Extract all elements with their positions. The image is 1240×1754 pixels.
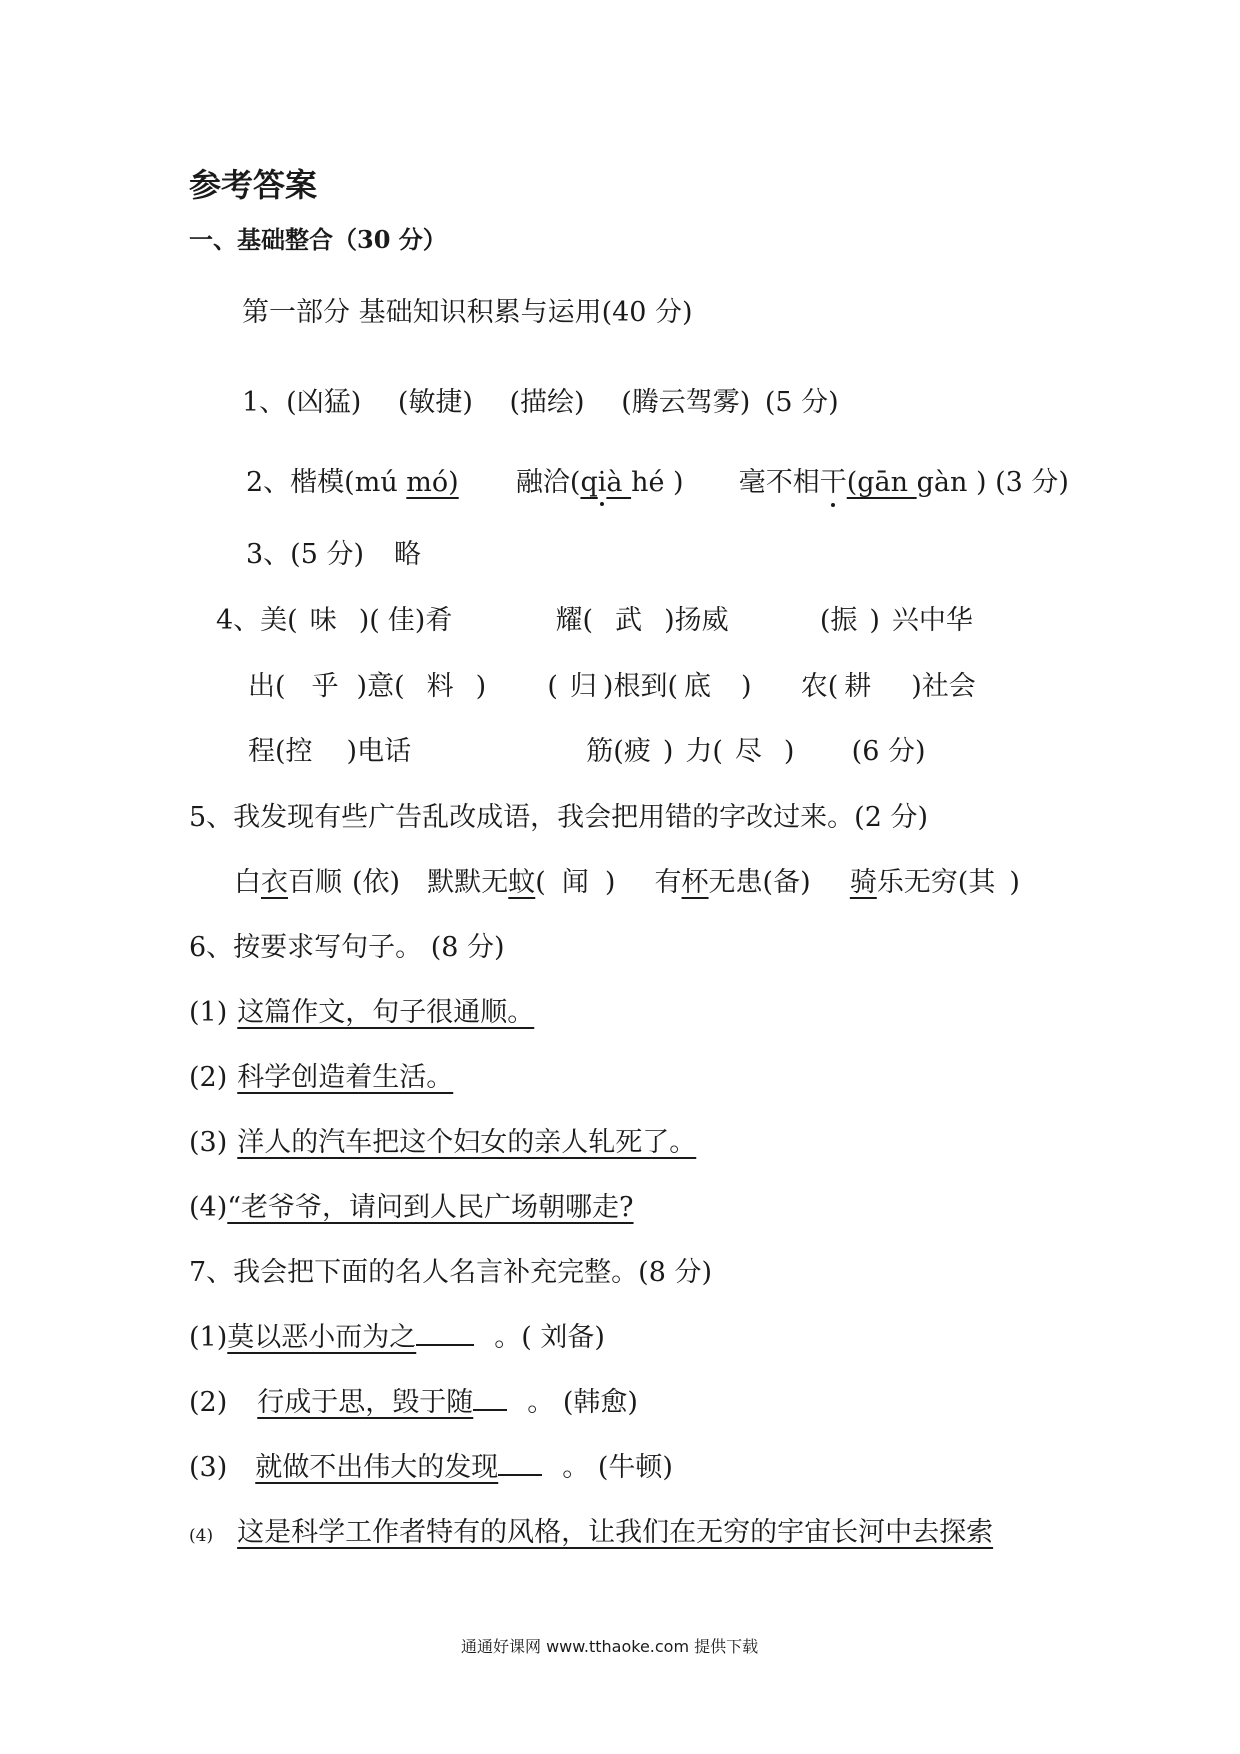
q7-item-number: (2): [189, 1387, 228, 1418]
q7-item-answer: 莫以恶小而为之: [227, 1322, 417, 1353]
q5-wrong-char: 骑: [849, 867, 877, 898]
q5-text: 有: [654, 867, 682, 898]
q5-text: ): [1009, 867, 1020, 898]
q5-wrong-char: 杯: [681, 867, 709, 898]
question-6: 6、按要求写句子。 (8 分): [189, 932, 505, 963]
q4-text: 耀(: [555, 605, 594, 636]
q4-text: )(: [358, 605, 380, 636]
q7-item-source: 。( 刘备): [494, 1322, 605, 1353]
q7-item-number: (4): [189, 1526, 214, 1546]
q6-item: [189, 1120, 696, 1159]
q2-word-1-answer: mó): [406, 467, 459, 498]
q5-wrong-char: 衣: [261, 867, 288, 898]
q7-item-answer: 就做不出伟大的发现: [255, 1452, 499, 1483]
q6-item-number: (4): [189, 1192, 228, 1223]
q7-item: [189, 1445, 673, 1484]
q4-text: )社会: [911, 671, 976, 702]
q4-score: (6 分): [851, 736, 926, 767]
q4-answer: 程(控: [248, 736, 313, 767]
q4-text: ): [475, 671, 487, 702]
q7-item-answer: 行成于思，毁于随: [257, 1387, 474, 1418]
q7-answer-blank: [416, 1316, 474, 1346]
q2-word-2-letter: à: [606, 467, 632, 498]
q4-text: )扬威: [664, 605, 729, 636]
q2-word-3-dotted: 干: [820, 460, 847, 499]
q4-answer: 武: [615, 605, 643, 636]
q1-item: (腾云驾雾): [621, 387, 751, 418]
q4-text: ): [662, 736, 674, 767]
q5-text: 乐无穷(其: [876, 867, 996, 898]
q6-item-answer: 洋人的汽车把这个妇女的亲人轧死了。: [237, 1127, 697, 1158]
question-1: [242, 380, 839, 419]
section-heading: 一、基础整合（30 分）: [189, 225, 447, 254]
q4-text: 4、美(: [216, 605, 298, 636]
question-4-row-3: [248, 729, 925, 768]
q4-answer: (振: [819, 605, 858, 636]
q2-word-2-dotted: 洽: [542, 467, 570, 498]
q6-item-answer: 这篇作文，句子很通顺。: [237, 997, 535, 1028]
q2-word-3: 毫不相: [738, 467, 820, 498]
q7-item-source: 。 (韩愈): [527, 1387, 638, 1418]
q4-answer: 料: [426, 671, 454, 702]
q7-answer-blank: [498, 1446, 542, 1476]
q1-score: (5 分): [764, 387, 839, 418]
q4-text: )电话: [346, 736, 412, 767]
q3-text: 3、(5 分): [246, 539, 365, 570]
q6-item: [189, 990, 534, 1029]
q5-correction: (依): [352, 867, 401, 898]
q4-text: 出(: [248, 671, 286, 702]
q4-text: ): [783, 736, 795, 767]
question-5: 5、我发现有些广告乱改成语，我会把用错的字改过来。(2 分): [189, 802, 929, 833]
q7-item-number: (3): [189, 1452, 228, 1483]
question-4-row-1: [216, 598, 973, 637]
q7-answer-blank: [473, 1381, 507, 1411]
q7-item: [189, 1380, 638, 1419]
q1-item: (敏捷): [397, 387, 473, 418]
q7-item: [189, 1510, 993, 1549]
q1-item: (描绘): [509, 387, 585, 418]
q4-answer: 味: [309, 605, 337, 636]
q4-answer: 筋(疲: [586, 736, 651, 767]
q4-answer: 耕: [844, 671, 872, 702]
question-4-row-2: [248, 664, 976, 703]
q4-text: )意(: [356, 671, 405, 702]
q4-text: (: [547, 671, 558, 702]
q6-item: [189, 1185, 634, 1224]
q4-text: 兴中华: [891, 605, 973, 636]
q6-item-number: (2): [189, 1062, 228, 1093]
q4-text: ): [869, 605, 880, 636]
q2-word-2-tail: hé ): [631, 467, 684, 498]
q5-text: 百顺: [288, 867, 342, 898]
q2-word-3-answer: (gān: [846, 467, 917, 498]
q2-word-3-tail: gàn ) (3 分): [916, 467, 1069, 498]
q5-wrong-char: 蚊: [508, 867, 536, 898]
q6-item: [189, 1055, 453, 1094]
q6-item-answer: 科学创造着生活。: [237, 1062, 454, 1093]
q2-word-2: 融: [515, 467, 543, 498]
q6-item-number: (1): [189, 997, 228, 1028]
q4-answer: 底: [683, 671, 711, 702]
q7-item: [189, 1315, 605, 1354]
q5-text: ): [604, 867, 616, 898]
q4-answer: 乎: [311, 671, 339, 702]
q7-item-answer: 这是科学工作者特有的风格，让我们在无穷的宇宙长河中去探索: [237, 1517, 994, 1548]
q6-item-number: (3): [189, 1127, 228, 1158]
q4-text: 力(: [685, 736, 723, 767]
q7-item-source: 。 (牛顿): [562, 1452, 673, 1483]
q4-text: ): [740, 671, 752, 702]
q2-word-2-paren: (: [569, 467, 581, 498]
q5-text: 无患(备): [708, 867, 811, 898]
q2-word-2-answer: [580, 467, 631, 498]
q4-answer: 归: [569, 671, 597, 702]
q5-correction: 闻: [561, 867, 589, 898]
q5-text: 默默无: [427, 867, 509, 898]
q2-word-2-dotted-letter: i: [597, 467, 607, 498]
q4-answer: 尽: [734, 736, 762, 767]
q1-item: 1、(凶猛): [242, 387, 362, 418]
q4-text: )根到(: [602, 671, 678, 702]
part-heading: 第一部分 基础知识积累与运用(40 分): [242, 297, 693, 328]
question-2: [246, 460, 1069, 499]
q2-word-2-letter: q: [580, 467, 598, 498]
question-7: 7、我会把下面的名人名言补充完整。(8 分): [189, 1257, 713, 1288]
question-3: [246, 532, 421, 571]
q4-text: 佳)肴: [387, 605, 453, 636]
footer-text: 通通好课网 www.tthaoke.com 提供下载: [461, 1637, 759, 1656]
q6-item-answer: “老爷爷，请问到人民广场朝哪走?: [227, 1192, 634, 1223]
q4-text: 农(: [800, 671, 839, 702]
q2-word-1: 2、楷模(mú: [246, 467, 407, 498]
q5-text: (: [535, 867, 546, 898]
q7-item-number: (1): [189, 1322, 228, 1353]
q3-answer: 略: [394, 539, 422, 570]
question-5-answers: [234, 860, 1020, 899]
page-title: 参考答案: [189, 166, 318, 204]
q5-text: 白: [234, 867, 261, 898]
